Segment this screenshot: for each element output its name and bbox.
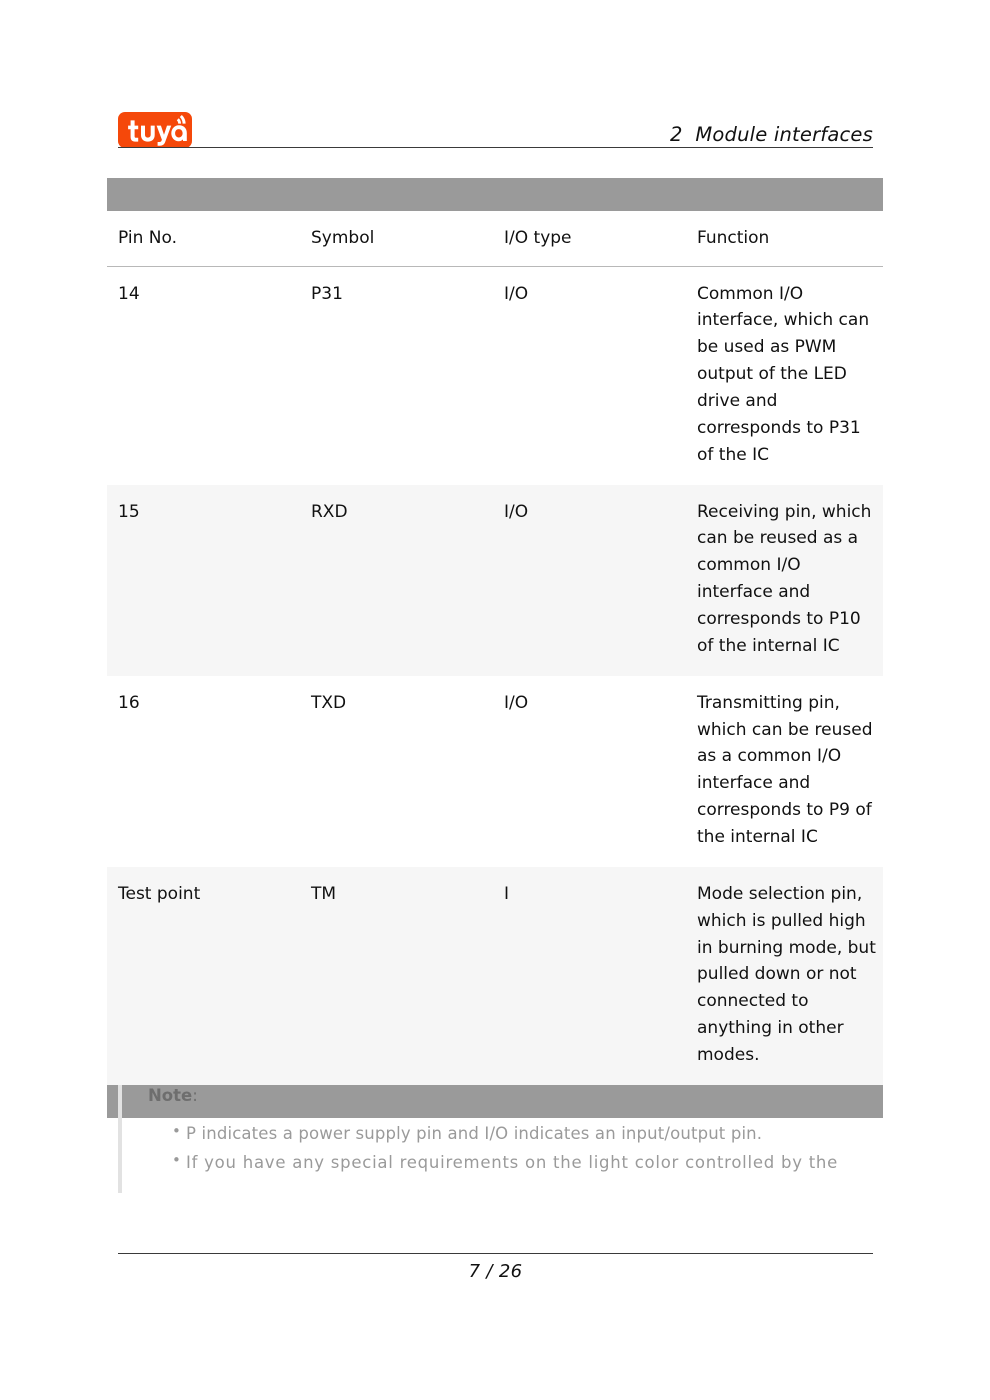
- table-row: [107, 676, 883, 867]
- header-section-title: 2 Module interfaces: [669, 122, 873, 146]
- cell-function: Receiving pin, which can be reused as a common I/O interface and corresponds to P10 of the internal IC: [686, 485, 883, 676]
- footer-divider: [118, 1253, 873, 1254]
- cell-io-type: I/O: [493, 485, 686, 676]
- column-header-pin-no: Pin No.: [107, 211, 300, 266]
- note-callout: [118, 1085, 878, 1193]
- note-bullet-list: [148, 1120, 878, 1177]
- cell-symbol: RXD: [300, 485, 493, 676]
- column-header-symbol: Symbol: [300, 211, 493, 266]
- note-title-colon: :: [192, 1086, 198, 1105]
- cell-io-type: I: [493, 867, 686, 1085]
- cell-pin-no: Test point: [107, 867, 300, 1085]
- tuya-logo: [118, 112, 192, 148]
- note-bullet-item: • If you have any special requirements on the light color controlled by the: [172, 1149, 878, 1177]
- cell-pin-no: 15: [107, 485, 300, 676]
- cell-pin-no: 16: [118, 692, 140, 713]
- cell-pin-no: 14: [118, 283, 140, 304]
- cell-symbol: TXD: [311, 692, 347, 713]
- cell-symbol: TM: [300, 867, 493, 1085]
- column-header-io-type: I/O type: [493, 211, 686, 266]
- table-header-row: [107, 211, 883, 266]
- tuya-wordmark-icon: [118, 112, 192, 148]
- cell-function: Common I/O interface, which can be used as PWM output of the LED drive and corresponds to P31 of the IC: [697, 283, 870, 465]
- pin-definition-table: [107, 178, 883, 1118]
- table-row: [107, 266, 883, 485]
- cell-function: Mode selection pin, which is pulled high in burning mode, but pulled down or not connected to anything in other modes.: [686, 867, 883, 1085]
- table-top-rule: [107, 178, 883, 211]
- note-bullet-item: • P indicates a power supply pin and I/O indicates an input/output pin.: [172, 1120, 878, 1148]
- cell-function: Transmitting pin, which can be reused as a common I/O interface and corresponds to P9 of the internal IC: [697, 692, 873, 847]
- table-row: [107, 485, 883, 676]
- page-header: [118, 96, 873, 148]
- header-divider: [118, 147, 873, 148]
- cell-io-type: I/O: [504, 692, 529, 713]
- page-number: 7 / 26: [468, 1261, 523, 1282]
- cell-symbol: P31: [311, 283, 343, 304]
- cell-io-type: I/O: [504, 283, 529, 304]
- table-row: [107, 867, 883, 1085]
- column-header-function: Function: [686, 211, 883, 266]
- table-top-rule-cell: [107, 178, 883, 211]
- note-title: [148, 1085, 878, 1106]
- note-title-label: Note: [148, 1086, 193, 1105]
